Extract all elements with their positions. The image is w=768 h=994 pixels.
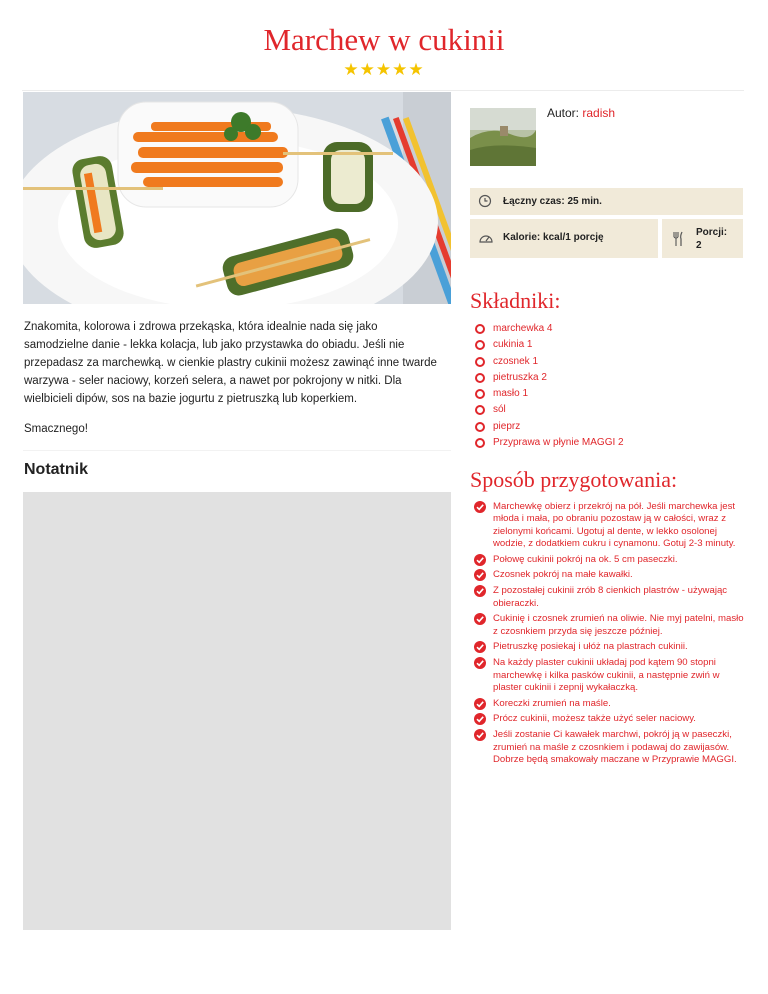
ingredient-item: marchewka 4 xyxy=(475,322,745,338)
check-circle-icon xyxy=(474,569,486,581)
portions-label: Porcji: xyxy=(696,227,728,238)
ring-bullet-icon xyxy=(475,405,485,415)
recipe-photo xyxy=(23,92,451,304)
ingredient-item: masło 1 xyxy=(475,387,745,403)
divider xyxy=(22,90,744,91)
recipe-description xyxy=(24,318,444,450)
ingredient-item: Przyprawa w płynie MAGGI 2 xyxy=(475,436,745,452)
ring-bullet-icon xyxy=(475,389,485,399)
step-item: Pietruszkę posiekaj i ułóż na plastrach cukinii. xyxy=(474,641,746,653)
description-paragraph: Znakomita, kolorowa i zdrowa przekąska, która idealnie nada się jako samodzielne danie - lekka kolacja, lub jako przystawka do obiadu. Jeśli nie przepadasz za marchewką. w cienkie plastry cukinii możesz zawinąć inne twarde warzywa - seler naciowy, korzeń selera, a nawet por pokrojony w nitki. Dla wielbicieli dipów, sos na bazie jogurtu z pietruszką lub koperkiem. xyxy=(24,321,437,405)
step-item: Marchewkę obierz i przekrój na pół. Jeśli marchewka jest młoda i mała, po obraniu pozostaw ją w całości, wraz z zielonymi końcami. Ugotuj al dente, w lekko osolonej wodzie, z dodatkiem cukru i cynamonu. Gotuj 2-3 minuty. xyxy=(474,501,746,550)
ingredients-title: Składniki: xyxy=(470,288,561,313)
portions-value: 2 xyxy=(696,240,702,251)
check-circle-icon xyxy=(474,641,486,653)
clock-icon xyxy=(478,194,492,211)
step-item: Z pozostałej cukinii zrób 8 cienkich plastrów - używając obieraczki. xyxy=(474,585,746,610)
check-circle-icon xyxy=(474,613,486,625)
notes-title: Notatnik xyxy=(24,461,88,478)
check-circle-icon xyxy=(474,698,486,710)
author-line xyxy=(547,106,615,120)
description-closing: Smacznego! xyxy=(24,423,88,435)
step-item: Na każdy plaster cukinii układaj pod kątem 90 stopni marchewkę i kilka pasków cukinii, a następnie zwiń w plaster cukinii i zepnij wykałaczką. xyxy=(474,657,746,694)
ring-bullet-icon xyxy=(475,422,485,432)
check-circle-icon xyxy=(474,729,486,741)
step-item: Jeśli zostanie Ci kawałek marchwi, pokrój ją w paseczki, zrumień na maśle z czosnkiem i podawaj do zawijasów. Dobrze będą smakowały maczane w Przyprawie MAGGI. xyxy=(474,729,746,766)
step-item: Czosnek pokrój na małe kawałki. xyxy=(474,569,746,581)
calories-box xyxy=(470,219,658,258)
ingredient-item: czosnek 1 xyxy=(475,355,745,371)
ingredient-item: sól xyxy=(475,403,745,419)
ring-bullet-icon xyxy=(475,324,485,334)
step-item: Koreczki zrumień na maśle. xyxy=(474,698,746,710)
author-avatar[interactable] xyxy=(470,108,536,166)
ingredient-item: pieprz xyxy=(475,420,745,436)
rating-stars-icon: ★★★★★ xyxy=(343,60,425,79)
gauge-icon xyxy=(478,231,494,248)
ingredient-item: pietruszka 2 xyxy=(475,371,745,387)
step-item: Połowę cukinii pokrój na ok. 5 cm paseczki. xyxy=(474,554,746,566)
author-label: Autor: xyxy=(547,106,580,120)
notes-area[interactable] xyxy=(23,492,451,930)
ring-bullet-icon xyxy=(475,357,485,367)
recipe-title: Marchew w cukinii xyxy=(263,22,505,57)
calories-text: Kalorie: kcal/1 porcję xyxy=(503,232,604,243)
check-circle-icon xyxy=(474,657,486,669)
step-item: Prócz cukinii, możesz także użyć seler naciowy. xyxy=(474,713,746,725)
ingredient-item: cukinia 1 xyxy=(475,338,745,354)
preparation-steps xyxy=(474,501,746,770)
total-time-text: Łączny czas: 25 min. xyxy=(503,196,602,207)
preparation-title: Sposób przygotowania: xyxy=(470,467,678,492)
cutlery-icon xyxy=(672,231,684,250)
check-circle-icon xyxy=(474,554,486,566)
step-item: Cukinię i czosnek zrumień na oliwie. Nie myj patelni, masło z czosnkiem przyda się jeszcze później. xyxy=(474,613,746,638)
ring-bullet-icon xyxy=(475,438,485,448)
check-circle-icon xyxy=(474,585,486,597)
ring-bullet-icon xyxy=(475,340,485,350)
ring-bullet-icon xyxy=(475,373,485,383)
total-time-box xyxy=(470,188,743,215)
author-link[interactable]: radish xyxy=(582,106,616,120)
check-circle-icon xyxy=(474,501,486,513)
portions-box xyxy=(662,219,743,258)
check-circle-icon xyxy=(474,713,486,725)
ingredients-list xyxy=(475,322,745,452)
